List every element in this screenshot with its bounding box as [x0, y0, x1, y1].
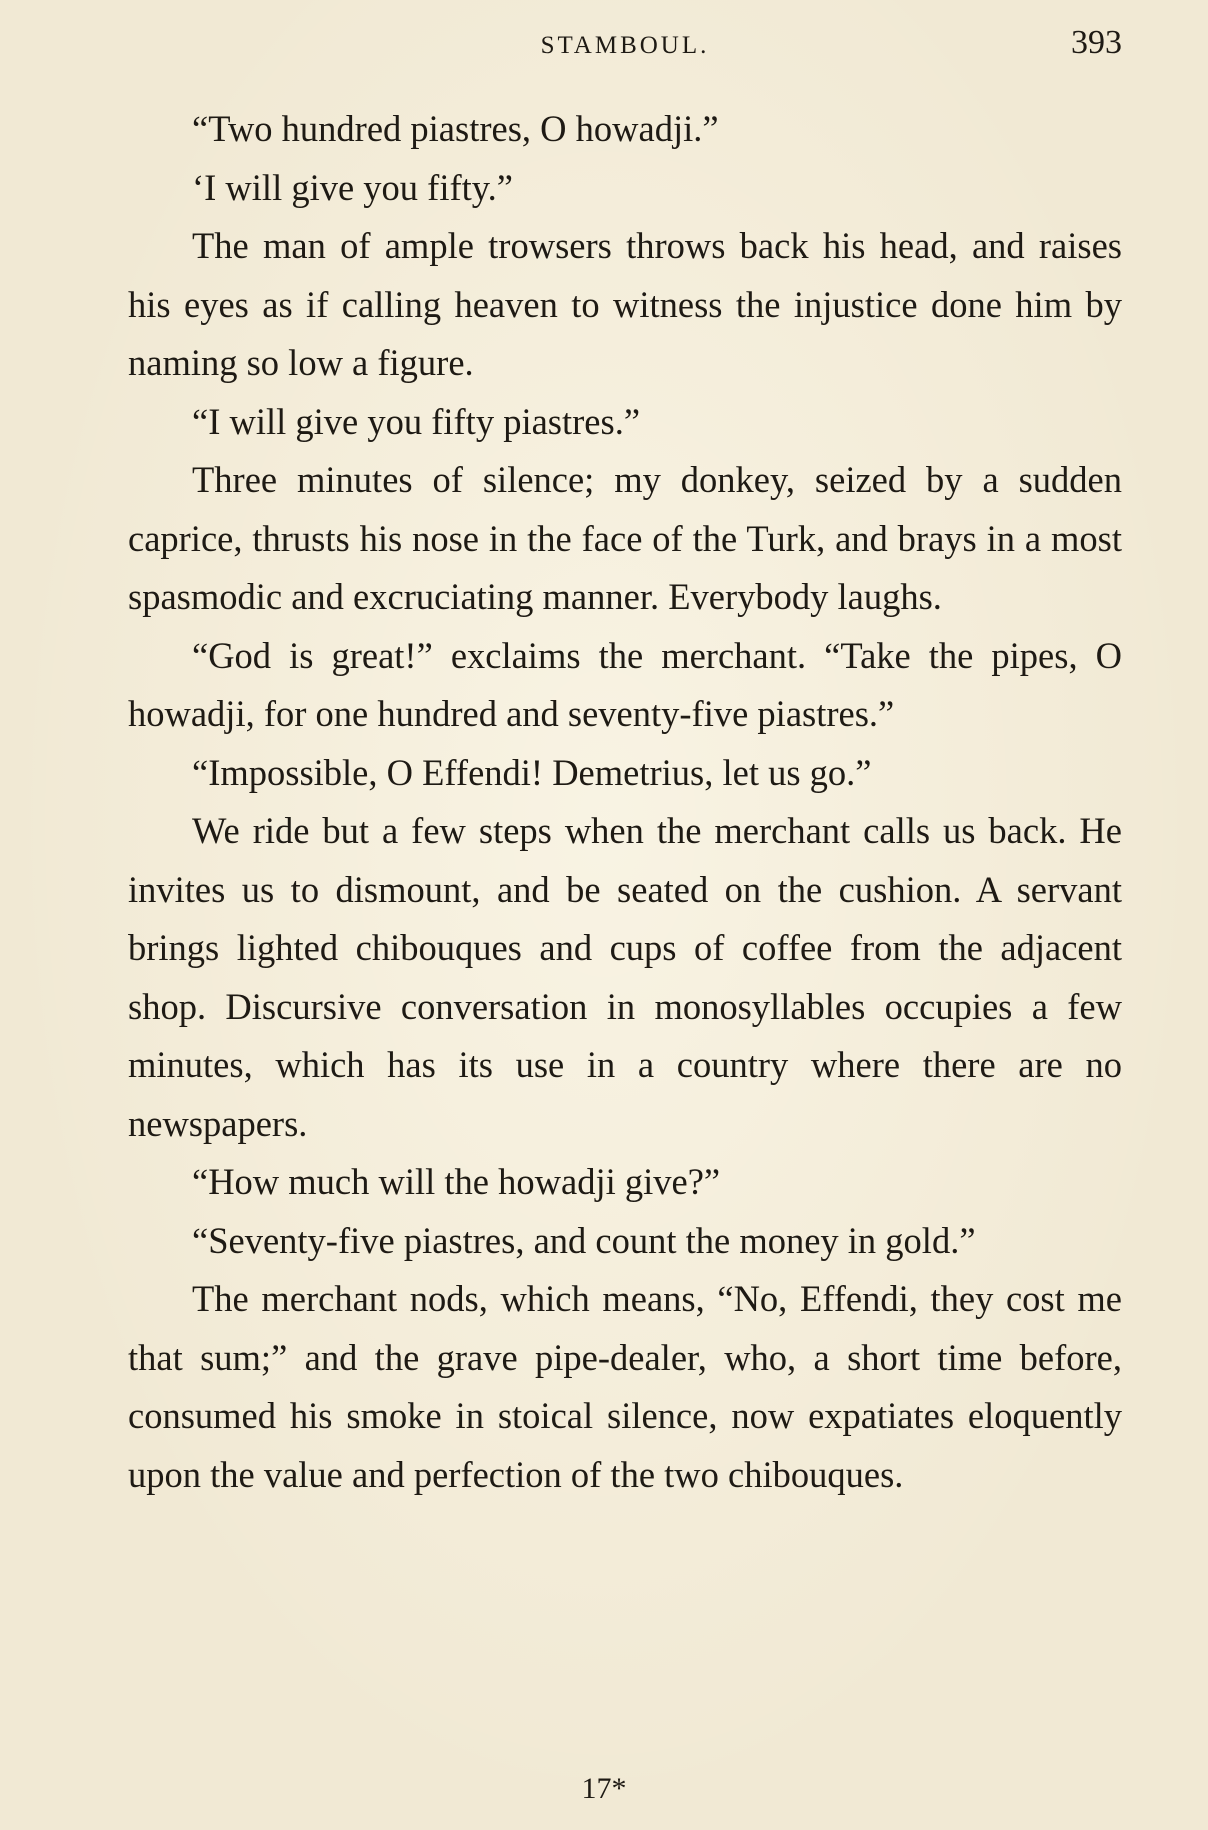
signature-mark: 17*: [581, 1772, 627, 1805]
paragraph: “How much will the howadji give?”: [192, 1161, 721, 1202]
running-title: STAMBOUL.: [540, 32, 710, 59]
paragraph: The man of ample trowsers throws back his head, and raises his eyes as if calling heaven to witness the injustice done him by naming so low a figure.: [128, 225, 1122, 383]
paragraph: “I will give you fifty piastres.”: [192, 400, 641, 442]
paragraph: ‘I will give you fifty.”: [192, 166, 513, 208]
page-number: 393: [1071, 24, 1122, 61]
running-head: [128, 24, 1122, 68]
paragraph: “Two hundred piastres, O howadji.”: [192, 108, 719, 149]
body-text: [128, 100, 1122, 1504]
paragraph: The merchant nods, which means, “No, Effendi, they cost me that sum;” and the grave pipe-dealer, who, a short time before, consumed his smoke in stoical silence, now expatiates eloquently upon the value and perfection of the two chibouques.: [128, 1278, 1122, 1495]
paragraph: “God is great!” exclaims the merchant. “Take the pipes, O howadji, for one hundred and seventy-five piastres.”: [128, 634, 1122, 734]
paragraph: “Seventy-five piastres, and count the money in gold.”: [192, 1219, 976, 1261]
paragraph: Three minutes of silence; my donkey, seized by a sudden caprice, thrusts his nose in the face of the Turk, and brays in a most spasmodic and excruciating manner. Everybody laughs.: [128, 459, 1122, 617]
paragraph: “Impossible, O Effendi! Demetrius, let us go.”: [192, 751, 872, 793]
paragraph: We ride but a few steps when the merchant calls us back. He invites us to dismount, and be seated on the cushion. A servant brings lighted chibouques and cups of coffee from the adjacent shop. Discursive conversation in monosyllables occupies a few minutes, which has its use in a country where there are no newspapers.: [128, 810, 1122, 1144]
